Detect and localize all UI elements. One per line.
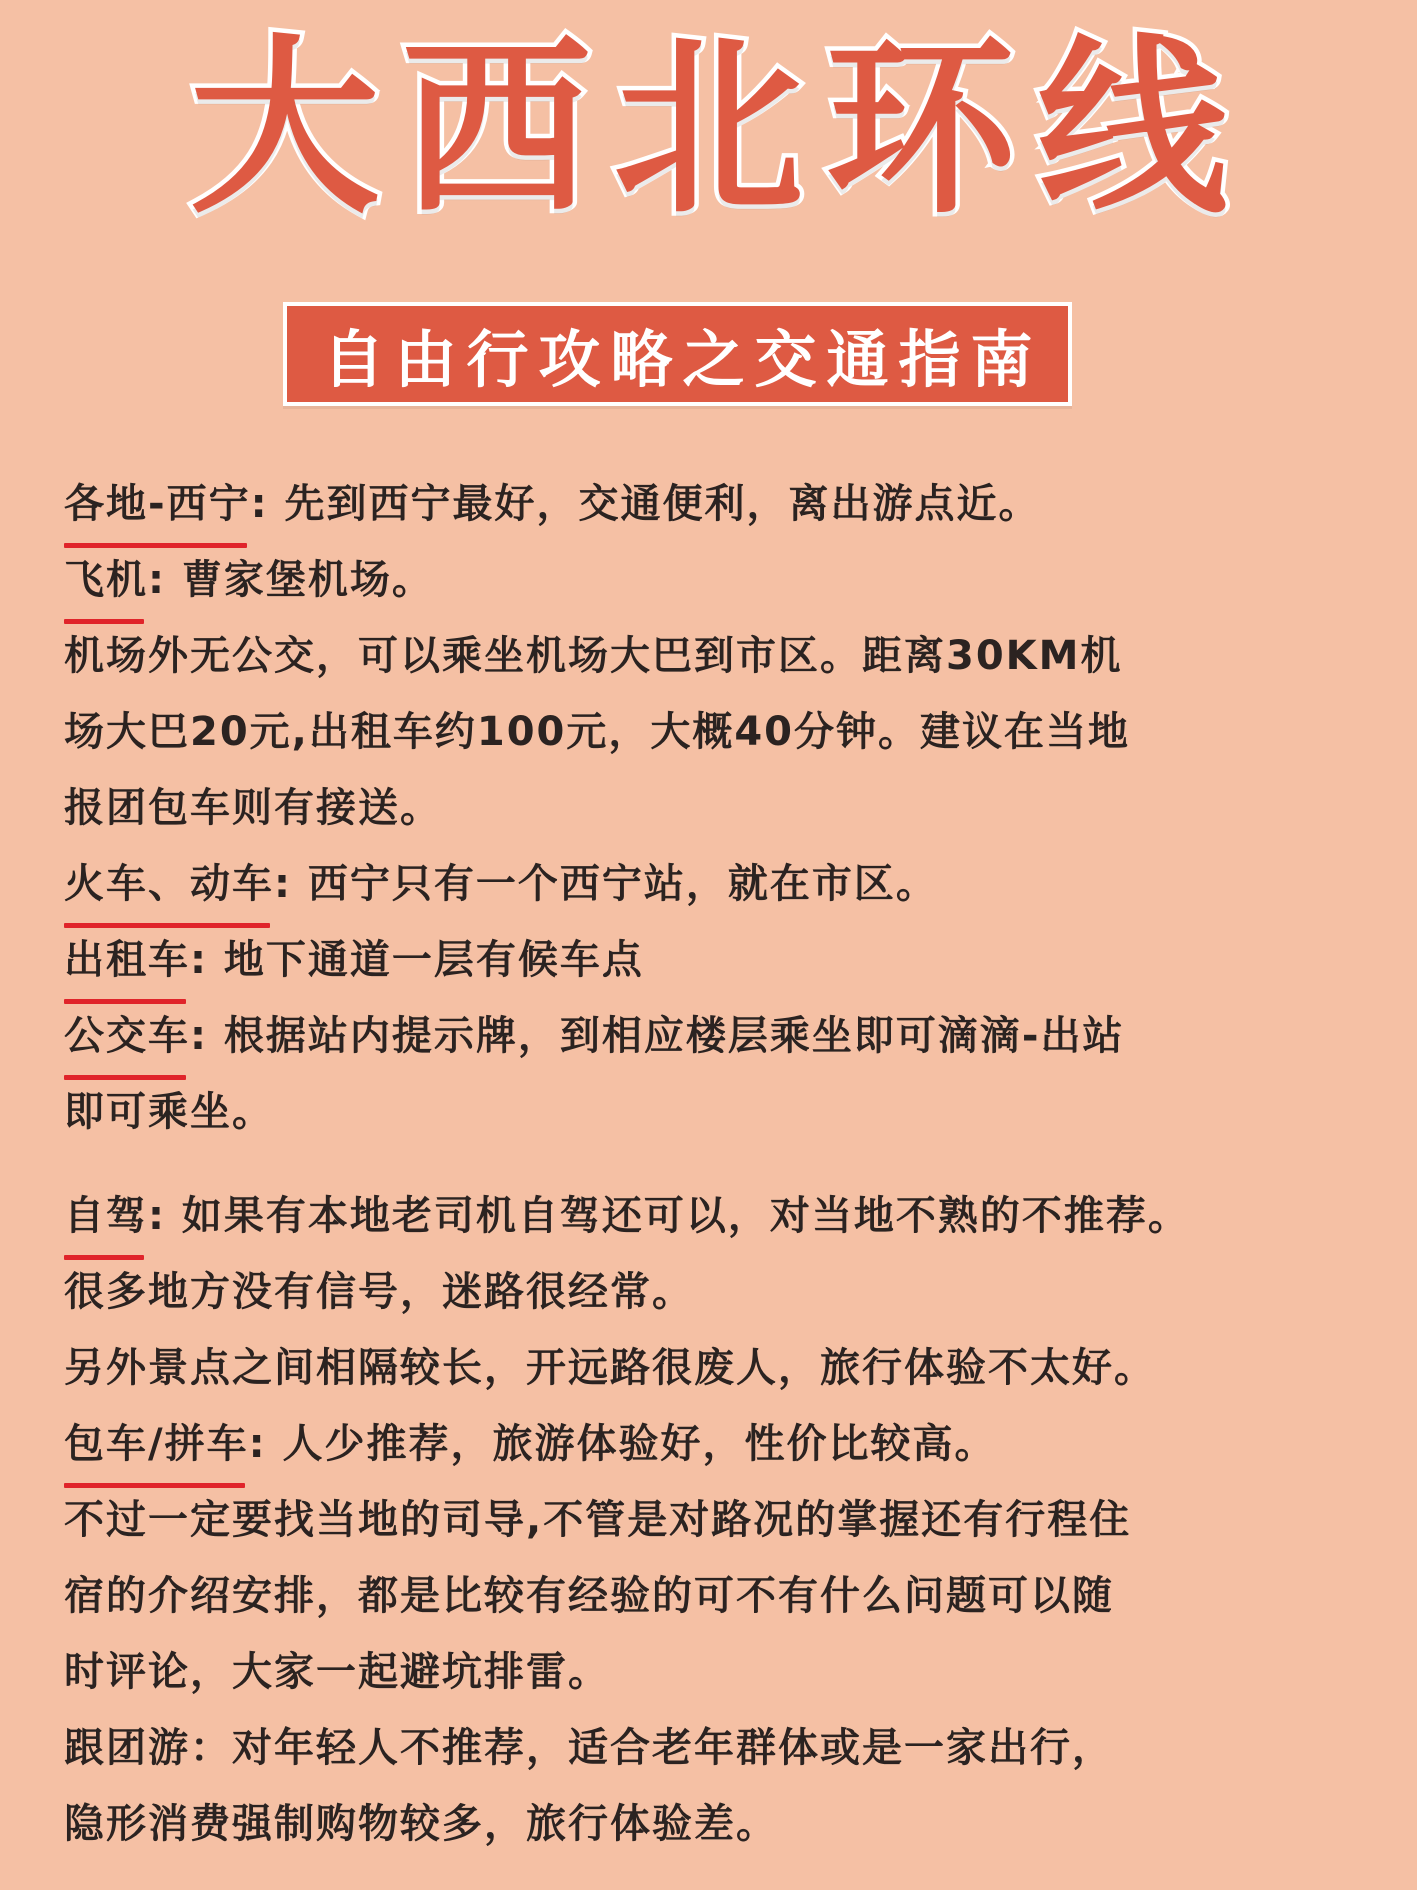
text-charter: : 人少推荐，旅游体验好，性价比较高。 [248,1421,997,1467]
line-self-drive-2: 很多地方没有信号，迷路很经常。 [64,1269,694,1315]
line-charter-4: 时评论，大家一起避坑排雷。 [64,1649,610,1695]
label-taxi: 出租车 [64,922,190,998]
line-airport-2: 场大巴20元,出租车约100元，大概40分钟。建议在当地 [64,709,1131,755]
text-train: : 西宁只有一个西宁站，就在市区。 [274,861,938,907]
main-title: 大西北环线 [189,18,1250,239]
text-bus: : 根据站内提示牌，到相应楼层乘坐即可滴滴-出站 [190,1013,1125,1059]
text-self-drive: : 如果有本地老司机自驾还可以，对当地不熟的不推荐。 [148,1193,1190,1239]
section-gap [64,1150,1384,1178]
line-tour-group-2: 隐形消费强制购物较多，旅行体验差。 [64,1801,778,1847]
line-taxi [64,922,1384,998]
text-taxi: : 地下通道一层有候车点 [190,937,644,983]
label-charter: 包车/拼车 [64,1406,249,1482]
line-charter-3: 宿的介绍安排，都是比较有经验的可不有什么问题可以随 [64,1573,1114,1619]
subtitle-banner [283,302,1072,406]
text-regions-xining: : 先到西宁最好，交通便利，离出游点近。 [250,481,1041,527]
subtitle-text: 自由行攻略之交通指南 [322,322,1043,396]
line-regions-xining [64,466,1384,542]
label-self-drive: 自驾 [64,1178,148,1254]
line-bus [64,998,1384,1074]
label-regions-xining: 各地-西宁 [64,466,251,542]
label-airplane: 飞机 [64,542,148,618]
line-self-drive [64,1178,1384,1254]
line-bus-2: 即可乘坐。 [64,1089,274,1135]
label-train: 火车、动车 [64,846,274,922]
guide-content [64,466,1384,1862]
text-airplane: : 曹家堡机场。 [148,557,434,603]
line-charter-2: 不过一定要找当地的司导,不管是对路况的掌握还有行程住 [64,1497,1132,1543]
line-charter [64,1406,1384,1482]
line-self-drive-3: 另外景点之间相隔较长，开远路很废人，旅行体验不太好。 [64,1345,1156,1391]
line-tour-group: 跟团游：对年轻人不推荐，适合老年群体或是一家出行， [64,1725,1114,1771]
line-airport-1: 机场外无公交，可以乘坐机场大巴到市区。距离30KM机 [64,633,1123,679]
line-train [64,846,1384,922]
label-bus: 公交车 [64,998,190,1074]
line-airport-3: 报团包车则有接送。 [64,785,442,831]
line-airplane [64,542,1384,618]
